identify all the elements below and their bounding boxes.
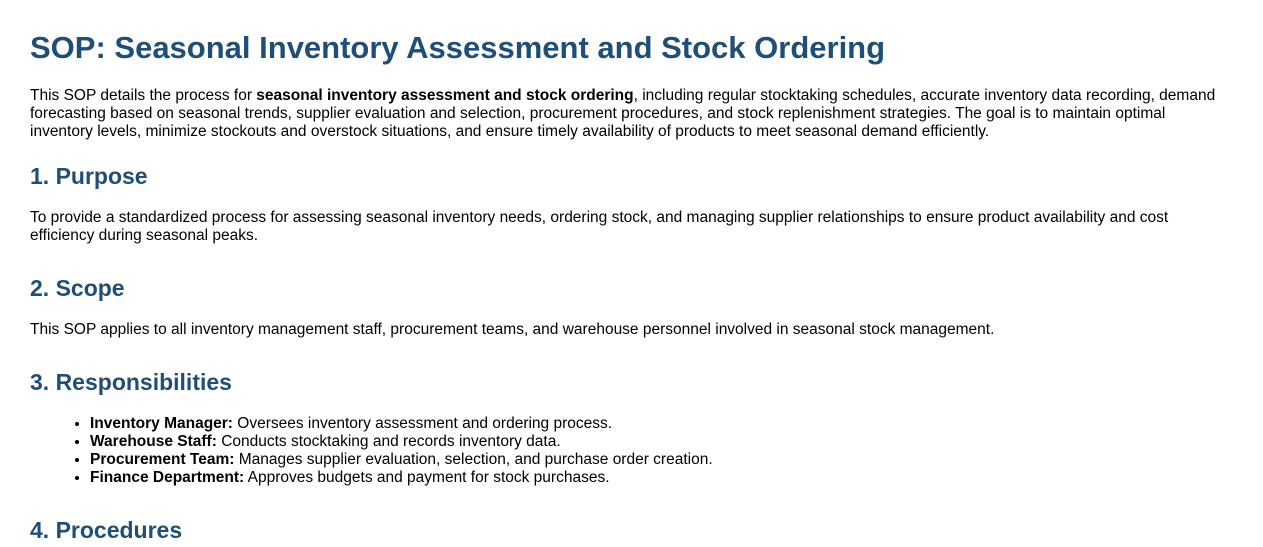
role-description: Approves budgets and payment for stock purchases.	[244, 469, 610, 486]
role-label: Warehouse Staff:	[90, 433, 217, 450]
intro-paragraph	[30, 87, 1230, 141]
responsibilities-heading: 3. Responsibilities	[30, 369, 232, 395]
role-description: Manages supplier evaluation, selection, and purchase order creation.	[234, 451, 713, 468]
intro-text-bold: seasonal inventory assessment and stock ordering	[256, 87, 634, 104]
role-label: Finance Department:	[90, 469, 245, 486]
list-item	[90, 415, 713, 433]
list-item	[90, 469, 713, 487]
role-label: Procurement Team:	[90, 451, 235, 468]
purpose-heading: 1. Purpose	[30, 163, 148, 189]
intro-text-end: , including regular stocktaking schedules, accurate inventory data recording, demand forecasting based on seasonal trends, supplier evaluation and selection, procurement procedures, and stock replenishment strategies. The goal is to maintain optimal inventory levels, minimize stockouts and overstock situations, and ensure timely availability of products to meet seasonal demand efficiently.	[30, 87, 1216, 140]
role-description: Conducts stocktaking and records inventory data.	[216, 433, 561, 450]
role-description: Oversees inventory assessment and ordering process.	[232, 415, 613, 432]
page-title: SOP: Seasonal Inventory Assessment and Stock Ordering	[30, 30, 886, 65]
procedures-heading: 4. Procedures	[30, 517, 183, 543]
list-item	[90, 433, 713, 451]
list-item	[90, 451, 713, 469]
scope-text: This SOP applies to all inventory management staff, procurement teams, and warehouse personnel involved in seasonal stock management.	[30, 321, 995, 338]
intro-text-start: This SOP details the process for	[30, 87, 257, 104]
purpose-text: To provide a standardized process for assessing seasonal inventory needs, ordering stock, and managing supplier relationships to ensure product availability and cost efficiency during seasonal peaks.	[30, 209, 1169, 244]
role-label: Inventory Manager:	[90, 415, 233, 432]
scope-heading: 2. Scope	[30, 275, 125, 301]
responsibilities-list	[30, 415, 713, 487]
